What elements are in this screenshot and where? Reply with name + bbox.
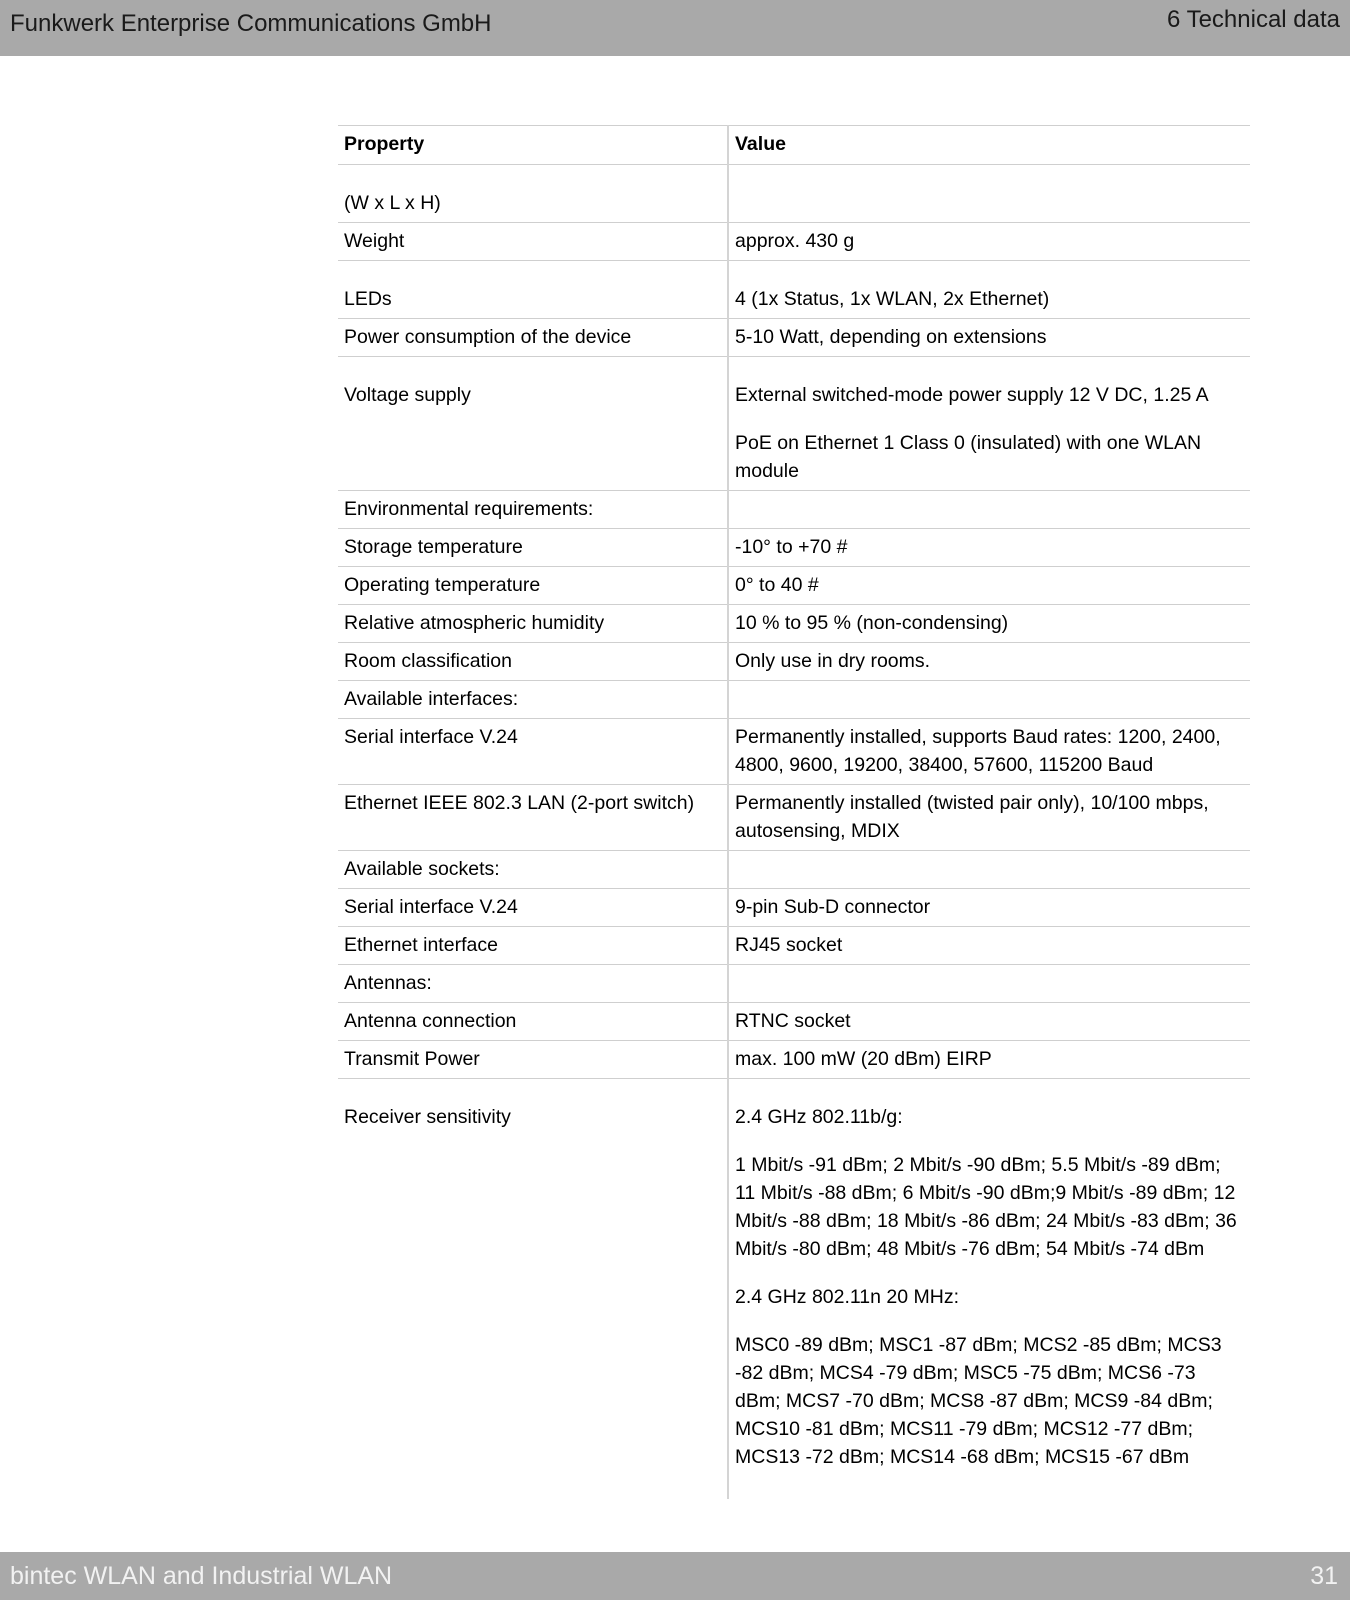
column-header-property: Property <box>338 126 728 165</box>
property-cell: Storage temperature <box>338 529 728 567</box>
column-header-value: Value <box>728 126 1250 165</box>
value-cell: -10° to +70 # <box>728 529 1250 567</box>
value-cell: 10 % to 95 % (non-condensing) <box>728 605 1250 643</box>
product-name: bintec WLAN and Industrial WLAN <box>10 1562 393 1590</box>
table-row <box>338 681 1250 719</box>
table-row <box>338 491 1250 529</box>
value-cell: Permanently installed (twisted pair only), 10/100 mbps, autosensing, MDIX <box>728 785 1250 851</box>
value-cell <box>728 965 1250 1003</box>
value-cell: 4 (1x Status, 1x WLAN, 2x Ethernet) <box>728 261 1250 319</box>
table-row <box>338 165 1250 223</box>
property-cell: Receiver sensitivity <box>338 1079 728 1500</box>
table-row <box>338 605 1250 643</box>
property-cell: (W x L x H) <box>338 165 728 223</box>
property-cell: Power consumption of the device <box>338 319 728 357</box>
value-cell: approx. 430 g <box>728 223 1250 261</box>
property-cell: Environmental requirements: <box>338 491 728 529</box>
property-cell: Ethernet IEEE 802.3 LAN (2-port switch) <box>338 785 728 851</box>
value-paragraph: MSC0 -89 dBm; MSC1 -87 dBm; MCS2 -85 dBm; MCS3 -82 dBm; MCS4 -79 dBm; MSC5 -75 dBm; MCS6 -73 dBm; MCS7 -70 dBm; MCS8 -87 dBm; MCS9 -84 dBm; MCS10 -81 dBm; MCS11 -79 dBm; MCS12 -77 dBm; MCS13 -72 dBm; MCS14 -68 dBm; MCS15 -67 dBm <box>735 1334 1222 1468</box>
value-paragraph: 2.4 GHz 802.11b/g: <box>735 1106 903 1128</box>
page-header <box>0 0 1350 56</box>
table-header-row <box>338 126 1250 165</box>
value-cell <box>728 357 1250 491</box>
property-cell: LEDs <box>338 261 728 319</box>
value-paragraph: PoE on Ethernet 1 Class 0 (insulated) with one WLAN module <box>735 432 1202 482</box>
table-row <box>338 851 1250 889</box>
company-name: Funkwerk Enterprise Communications GmbH <box>10 10 492 37</box>
value-cell <box>728 1079 1250 1500</box>
value-cell: 0° to 40 # <box>728 567 1250 605</box>
table-row <box>338 889 1250 927</box>
value-cell: 5-10 Watt, depending on extensions <box>728 319 1250 357</box>
page-number: 31 <box>1310 1562 1338 1590</box>
property-cell: Serial interface V.24 <box>338 719 728 785</box>
property-cell: Available sockets: <box>338 851 728 889</box>
value-cell: 9-pin Sub-D connector <box>728 889 1250 927</box>
table-row <box>338 927 1250 965</box>
table-row <box>338 1079 1250 1500</box>
table-row <box>338 319 1250 357</box>
property-cell: Transmit Power <box>338 1041 728 1079</box>
property-cell: Serial interface V.24 <box>338 889 728 927</box>
property-cell: Relative atmospheric humidity <box>338 605 728 643</box>
value-paragraph: External switched-mode power supply 12 V DC, 1.25 A <box>735 384 1209 406</box>
property-cell: Antenna connection <box>338 1003 728 1041</box>
table-row <box>338 529 1250 567</box>
table-row <box>338 965 1250 1003</box>
table-row <box>338 1041 1250 1079</box>
property-cell: Operating temperature <box>338 567 728 605</box>
value-cell <box>728 851 1250 889</box>
value-cell: Only use in dry rooms. <box>728 643 1250 681</box>
page-footer <box>0 1552 1350 1600</box>
value-cell: RTNC socket <box>728 1003 1250 1041</box>
table-row <box>338 223 1250 261</box>
property-cell: Weight <box>338 223 728 261</box>
property-cell: Voltage supply <box>338 357 728 491</box>
section-title: 6 Technical data <box>1166 6 1340 33</box>
property-cell: Antennas: <box>338 965 728 1003</box>
value-cell: Permanently installed, supports Baud rates: 1200, 2400, 4800, 9600, 19200, 38400, 57600, 115200 Baud <box>728 719 1250 785</box>
table-row <box>338 719 1250 785</box>
value-paragraph: 2.4 GHz 802.11n 20 MHz: <box>735 1286 960 1308</box>
property-cell: Available interfaces: <box>338 681 728 719</box>
table-row <box>338 567 1250 605</box>
table-row <box>338 357 1250 491</box>
value-cell: RJ45 socket <box>728 927 1250 965</box>
table-row <box>338 1003 1250 1041</box>
table-row <box>338 261 1250 319</box>
technical-data-table <box>338 125 1250 1499</box>
value-cell <box>728 681 1250 719</box>
value-cell <box>728 491 1250 529</box>
value-paragraph: 1 Mbit/s -91 dBm; 2 Mbit/s -90 dBm; 5.5 Mbit/s -89 dBm; 11 Mbit/s -88 dBm; 6 Mbit/s -90 dBm;9 Mbit/s -89 dBm; 12 Mbit/s -88 dBm; 18 Mbit/s -86 dBm; 24 Mbit/s -83 dBm; 36 Mbit/s -80 dBm; 48 Mbit/s -76 dBm; 54 Mbit/s -74 dBm <box>735 1154 1237 1260</box>
value-cell <box>728 165 1250 223</box>
table-row <box>338 785 1250 851</box>
value-cell: max. 100 mW (20 dBm) EIRP <box>728 1041 1250 1079</box>
property-cell: Room classification <box>338 643 728 681</box>
property-cell: Ethernet interface <box>338 927 728 965</box>
table-row <box>338 643 1250 681</box>
